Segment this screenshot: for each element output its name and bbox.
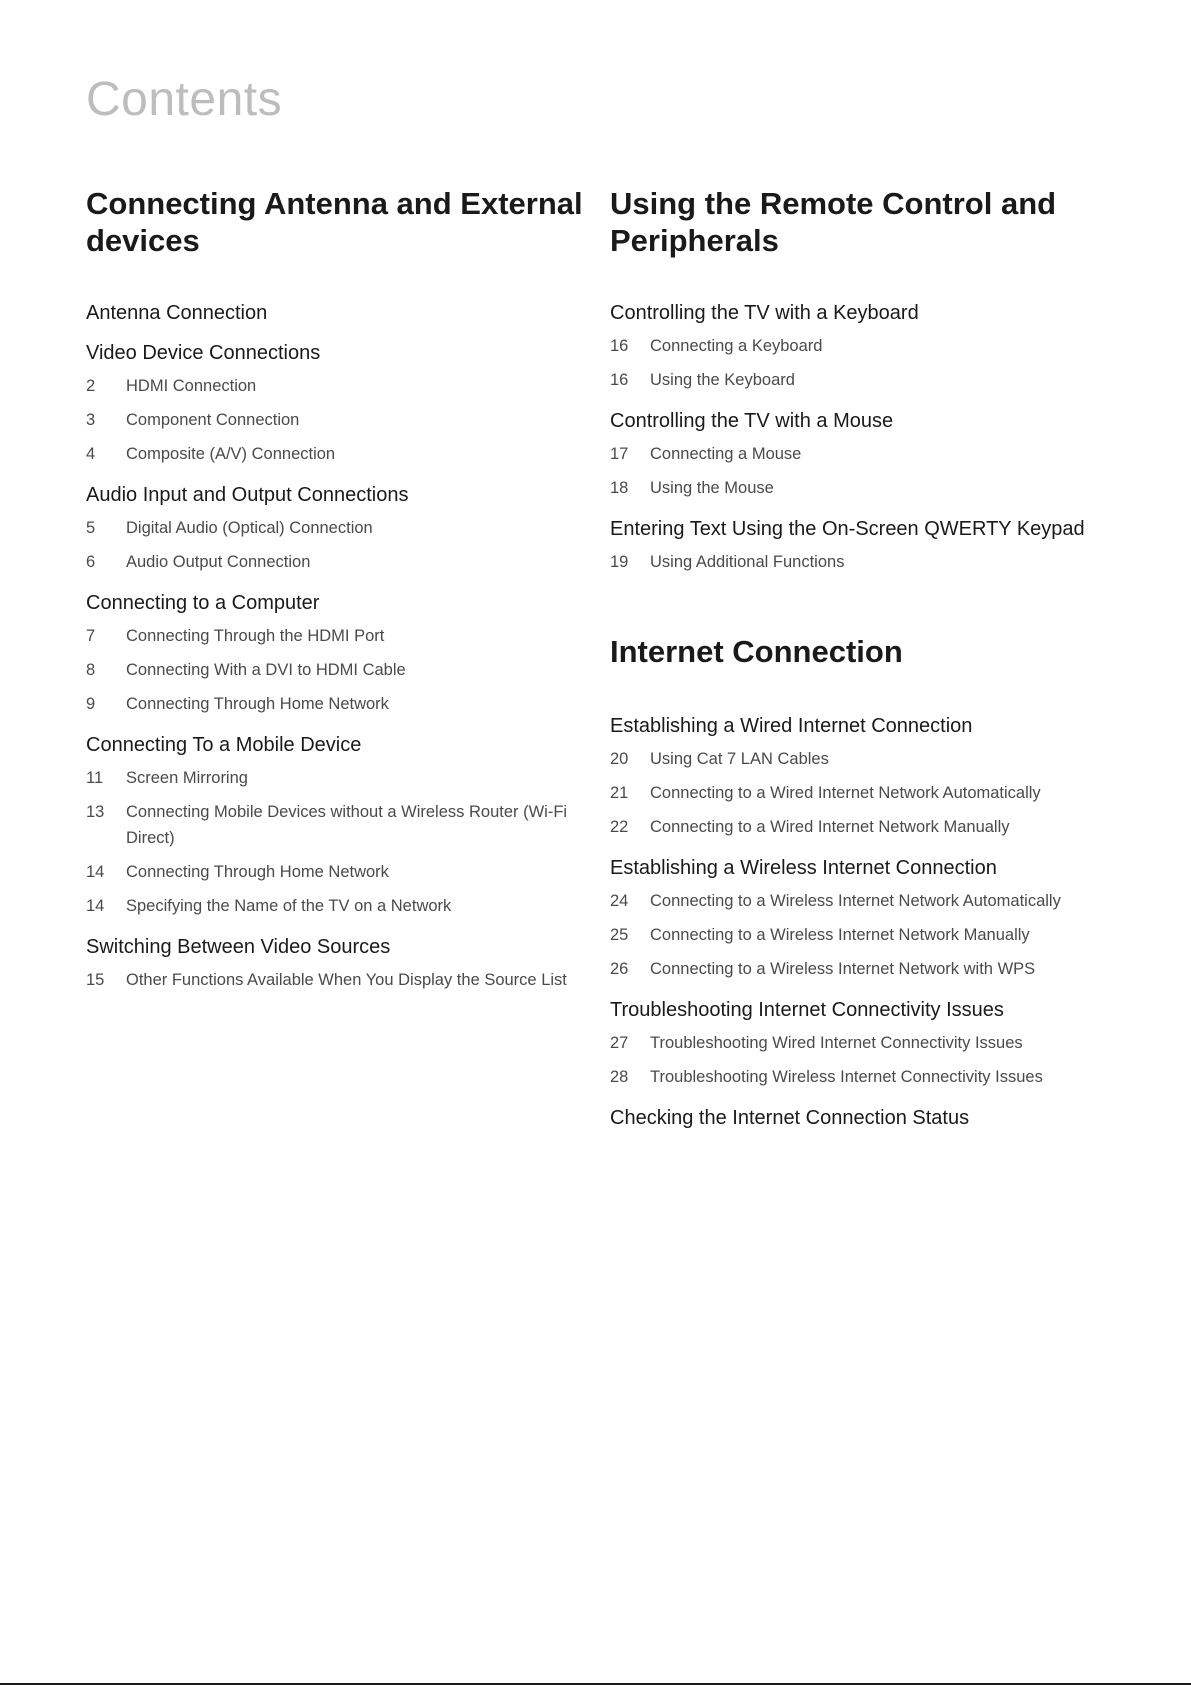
section-list: [86, 301, 586, 993]
toc-entry[interactable]: [610, 780, 1170, 806]
toc-section: [610, 1106, 1170, 1130]
toc-entry-title: Composite (A/V) Connection: [126, 445, 336, 463]
toc-section-title[interactable]: Video Device Connections: [86, 342, 321, 364]
toc-page-number: 21: [610, 784, 629, 802]
toc-entry[interactable]: [86, 799, 586, 851]
toc-section: [610, 301, 1170, 393]
toc-page-number: 13: [86, 803, 105, 821]
toc-page-number: 24: [610, 892, 629, 910]
toc-page-number: 6: [86, 553, 96, 571]
toc-entry-title: Component Connection: [126, 411, 300, 429]
toc-entry-title: HDMI Connection: [126, 377, 257, 395]
toc-entry-title: Troubleshooting Wired Internet Connectivity Issues: [650, 1034, 1023, 1052]
toc-entry[interactable]: [86, 549, 586, 575]
toc-entry-title: Connecting a Mouse: [650, 445, 802, 463]
toc-section-title[interactable]: Controlling the TV with a Keyboard: [610, 302, 919, 324]
toc-entry-list: [86, 373, 586, 467]
toc-section-title[interactable]: Connecting to a Computer: [86, 592, 320, 614]
toc-entry-title: Connecting Through Home Network: [126, 863, 389, 881]
toc-entry[interactable]: [610, 922, 1170, 948]
section-list: [610, 714, 1170, 1130]
toc-page-number: 14: [86, 863, 105, 881]
toc-entry-title: Connecting to a Wireless Internet Network Manually: [650, 926, 1030, 944]
toc-entry-title: Using Cat 7 LAN Cables: [650, 750, 829, 768]
toc-section-title[interactable]: Troubleshooting Internet Connectivity Issues: [610, 999, 1004, 1021]
toc-entry[interactable]: [86, 373, 586, 399]
toc-entry-title: Connecting to a Wireless Internet Network Automatically: [650, 892, 1061, 910]
toc-section: [86, 733, 586, 919]
toc-entry-title: Connecting With a DVI to HDMI Cable: [126, 661, 406, 679]
toc-entry-list: [86, 515, 586, 575]
toc-entry-title: Troubleshooting Wireless Internet Connectivity Issues: [650, 1068, 1043, 1086]
toc-page-number: 16: [610, 337, 629, 355]
toc-entry-list: [610, 333, 1170, 393]
toc-section: [86, 341, 586, 467]
toc-entry[interactable]: [610, 475, 1170, 501]
toc-entry[interactable]: [86, 441, 586, 467]
toc-entry-list: [610, 1030, 1170, 1090]
toc-entry-list: [610, 549, 1170, 575]
toc-entry-title: Other Functions Available When You Display the Source List: [126, 971, 567, 989]
toc-entry-title: Screen Mirroring: [126, 769, 248, 787]
toc-section-title[interactable]: Entering Text Using the On-Screen QWERTY Keypad: [610, 518, 1085, 540]
toc-entry[interactable]: [86, 691, 586, 717]
toc-entry-list: [610, 746, 1170, 840]
toc-entry[interactable]: [86, 657, 586, 683]
toc-entry[interactable]: [610, 956, 1170, 982]
chapter-title: Internet Connection: [610, 634, 903, 669]
right-column: [610, 185, 1170, 1146]
toc-entry[interactable]: [610, 1030, 1170, 1056]
chapter-title: Using the Remote Control and Peripherals: [610, 186, 1057, 258]
toc-section-title[interactable]: Switching Between Video Sources: [86, 936, 391, 958]
toc-page-number: 14: [86, 897, 105, 915]
toc-entry[interactable]: [86, 515, 586, 541]
toc-entry-list: [86, 765, 586, 919]
toc-entry[interactable]: [86, 407, 586, 433]
toc-page-number: 9: [86, 695, 96, 713]
toc-page-number: 22: [610, 818, 629, 836]
toc-page-number: 17: [610, 445, 629, 463]
toc-page-number: 2: [86, 377, 96, 395]
toc-page-number: 7: [86, 627, 96, 645]
toc-entry[interactable]: [610, 441, 1170, 467]
toc-page-number: 25: [610, 926, 629, 944]
toc-section: [610, 998, 1170, 1090]
toc-page-number: 5: [86, 519, 96, 537]
toc-page-number: 11: [86, 769, 104, 787]
toc-entry[interactable]: [610, 746, 1170, 772]
toc-page-number: 26: [610, 960, 629, 978]
toc-entry-title: Connecting Through Home Network: [126, 695, 389, 713]
toc-entry[interactable]: [610, 549, 1170, 575]
chapter-title: Connecting Antenna and External devices: [86, 186, 583, 258]
toc-entry-title: Digital Audio (Optical) Connection: [126, 519, 373, 537]
toc-entry-title: Using the Keyboard: [650, 371, 795, 389]
toc-entry[interactable]: [86, 765, 586, 791]
toc-entry[interactable]: [610, 1064, 1170, 1090]
toc-page-number: 27: [610, 1034, 629, 1052]
toc-entry-title: Using Additional Functions: [650, 553, 845, 571]
toc-entry[interactable]: [610, 888, 1170, 914]
toc-section: [610, 517, 1170, 575]
toc-page-number: 3: [86, 411, 96, 429]
toc-page-number: 4: [86, 445, 96, 463]
toc-entry-title: Using the Mouse: [650, 479, 774, 497]
left-column: [86, 185, 586, 1009]
toc-entry[interactable]: [610, 333, 1170, 359]
toc-entry[interactable]: [610, 814, 1170, 840]
toc-entry[interactable]: [86, 967, 586, 993]
toc-page-number: 16: [610, 371, 629, 389]
toc-page-number: 8: [86, 661, 96, 679]
toc-entry-title: Audio Output Connection: [126, 553, 311, 571]
toc-section: [86, 301, 586, 325]
toc-section-title[interactable]: Checking the Internet Connection Status: [610, 1107, 970, 1129]
toc-entry-list: [86, 623, 586, 717]
toc-entry-title: Connecting to a Wired Internet Network Manually: [650, 818, 1010, 836]
toc-page-number: 28: [610, 1068, 629, 1086]
toc-section: [86, 483, 586, 575]
toc-entry[interactable]: [86, 893, 586, 919]
toc-section-title[interactable]: Connecting To a Mobile Device: [86, 734, 362, 756]
toc-entry-title: Connecting Through the HDMI Port: [126, 627, 385, 645]
toc-entry-title: Specifying the Name of the TV on a Network: [126, 897, 452, 915]
page-title: Contents: [86, 73, 283, 126]
toc-section: [86, 935, 586, 993]
toc-section-title[interactable]: Establishing a Wireless Internet Connection: [610, 857, 997, 879]
toc-section-title[interactable]: Audio Input and Output Connections: [86, 484, 409, 506]
toc-entry-title: Connecting to a Wireless Internet Network with WPS: [650, 960, 1036, 978]
toc-section: [610, 409, 1170, 501]
toc-section-title[interactable]: Antenna Connection: [86, 302, 268, 324]
toc-page-number: 20: [610, 750, 629, 768]
toc-entry-list: [610, 441, 1170, 501]
toc-section-title[interactable]: Establishing a Wired Internet Connection: [610, 715, 973, 737]
toc-entry-title: Connecting a Keyboard: [650, 337, 823, 355]
toc-entry[interactable]: [86, 623, 586, 649]
toc-section: [610, 714, 1170, 840]
toc-section: [610, 856, 1170, 982]
toc-entry-title: Connecting Mobile Devices without a Wireless Router (Wi-Fi Direct): [126, 803, 568, 847]
toc-page-number: 15: [86, 971, 105, 989]
toc-page-number: 18: [610, 479, 629, 497]
toc-section-title[interactable]: Controlling the TV with a Mouse: [610, 410, 894, 432]
toc-entry[interactable]: [610, 367, 1170, 393]
section-list: [610, 301, 1170, 575]
toc-entry-list: [86, 967, 586, 993]
toc-entry-list: [610, 888, 1170, 982]
toc-section: [86, 591, 586, 717]
toc-page-number: 19: [610, 553, 629, 571]
toc-entry-title: Connecting to a Wired Internet Network Automatically: [650, 784, 1041, 802]
toc-entry[interactable]: [86, 859, 586, 885]
